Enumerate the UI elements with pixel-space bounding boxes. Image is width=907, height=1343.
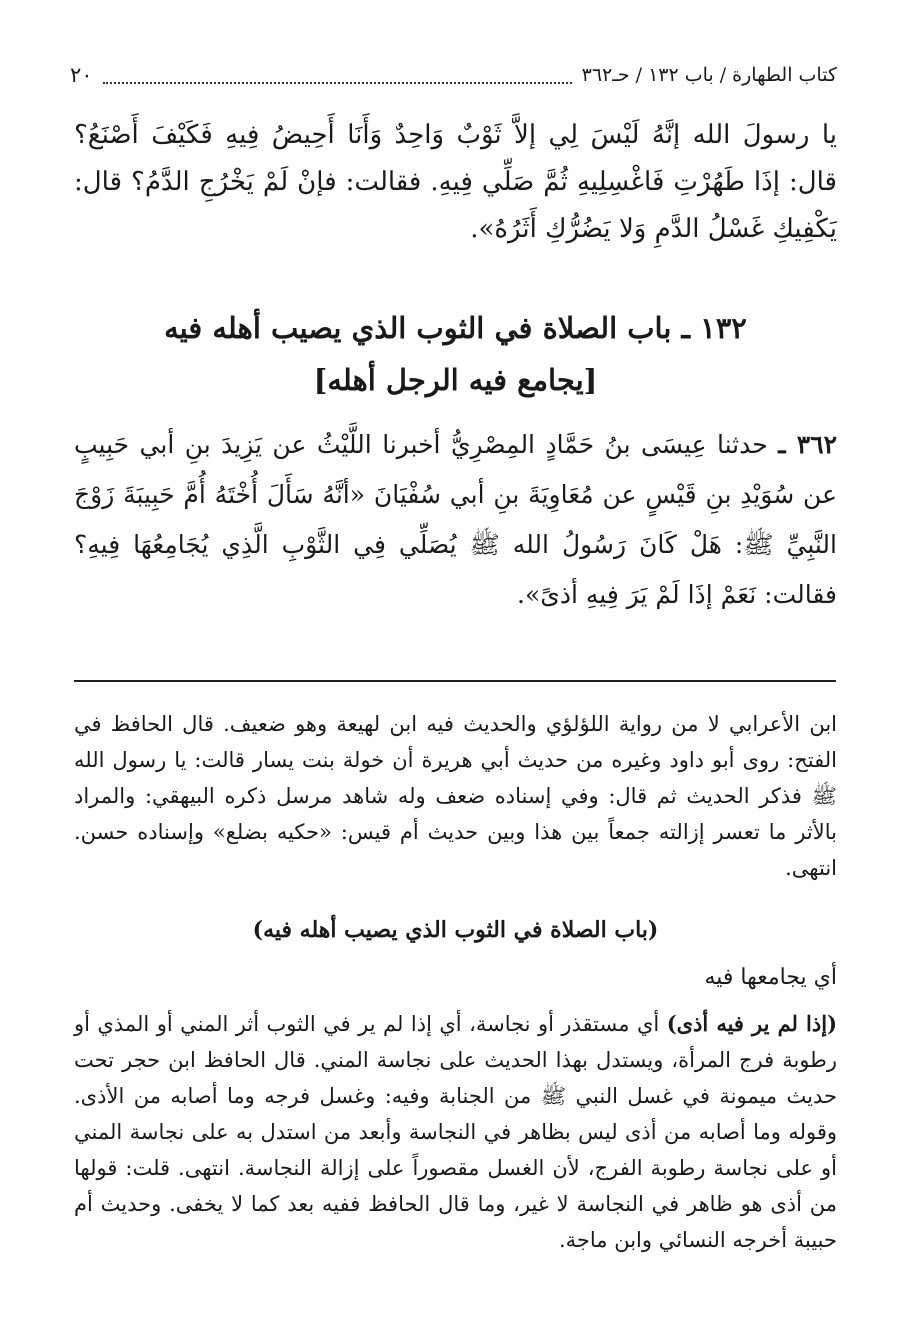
hadith-number: ٣٦٢ ـ	[778, 430, 838, 459]
commentary-gloss: أي يجامعها فيه	[704, 965, 837, 990]
hadith-362	[74, 420, 837, 620]
footnote-divider	[74, 680, 836, 682]
commentary-heading: (باب الصلاة في الثوب الذي يصيب أهله فيه)	[252, 917, 659, 943]
chapter-title-line1: ١٣٢ ـ باب الصلاة في الثوب الذي يصيب أهله فيه	[164, 311, 747, 345]
commentary-body-text: أي مستقذر أو نجاسة، أي إذا لم ير في الثوب أثر المني أو المذي أو رطوبة فرج المرأة، ويستدل بهذا الحديث على نجاسة المني. قال الحافظ ابن حجر تحت حديث ميمونة في غسل النبي ﷺ من الجنابة وفيه: وغسل فرجه وما أصابه من الأذى. وقوله وما أصابه من أذى ليس بظاهر في النجاسة وأبعد من استدل به على نجاسة المني أو على نجاسة رطوبة الفرج، لأن الغسل مقصوراً على إزالة النجاسة. انتهى. قلت: قولها من أذى هو ظاهر في النجاسة لا غير، وما قال الحافظ ففيه بعد كما لا يخفى. وحديث أم حبيبة أخرجه النسائي وابن ماجة.	[74, 1012, 837, 1252]
commentary-body	[74, 1006, 837, 1258]
commentary	[74, 706, 837, 1258]
chapter-title	[74, 302, 837, 406]
commentary-lemma: (إذا لم ير فيه أذى)	[666, 1011, 837, 1036]
running-title: كتاب الطهارة / باب ١٣٢ / حـ٣٦٢	[581, 64, 837, 86]
commentary-paragraph: ابن الأعرابي لا من رواية اللؤلؤي والحديث فيه ابن لهيعة وهو ضعيف. قال الحافظ في الفتح: روى أبو داود وغيره من حديث أبي هريرة أن خولة بنت يسار قالت: يا رسول الله ﷺ فذكر الحديث ثم قال: وفي إسناده ضعف وله شاهد مرسل ذكره البيهقي: والمراد بالأثر ما تعسر إزالته جمعاً بين هذا وبين حديث أم قيس: «حكيه بضلع» وإسناده حسن. انتهى.	[74, 712, 837, 880]
page-number: ٢٠	[70, 63, 93, 87]
hadith-text: حدثنا عِيسَى بنُ حَمَّادٍ المِصْرِيُّ أخبرنا اللَّيْثُ عن يَزِيدَ بنِ أبي حَبِيبٍ عن سُوَيْدِ بنِ قَيْسٍ عن مُعَاوِيَةَ بنِ أبي سُفْيَانَ «أنَّهُ سَأَلَ أُخْتَهُ أُمَّ حَبِيبَةَ زَوْجَ النَّبِيِّ ﷺ: هَلْ كَانَ رَسُولُ الله ﷺ يُصَلِّي فِي الثَّوْبِ الَّذِي يُجَامِعُهَا فِيهِ؟ فقالت: نَعَمْ إذَا لَمْ يَرَ فِيهِ أذىً».	[74, 430, 837, 609]
chapter-title-line2: [يجامع فيه الرجل أهله]	[313, 363, 598, 397]
running-header	[70, 58, 837, 92]
dotted-leader	[103, 66, 572, 84]
hadith-continuation: يا رسولَ الله إنَّهُ لَيْسَ لِي إلاَّ ثَوْبٌ وَاحِدٌ وَأَنَا أَحِيضُ فِيهِ فَكَيْفَ أَصْنَعُ؟ قال: إذَا طَهُرْتِ فَاغْسِلِيهِ ثُمَّ صَلِّي فِيهِ. فقالت: فإنْ لَمْ يَخْرُجِ الدَّمُ؟ قال: يَكْفِيكِ غَسْلُ الدَّمِ وَلا يَضُرُّكِ أَثَرُهُ».	[74, 120, 837, 244]
